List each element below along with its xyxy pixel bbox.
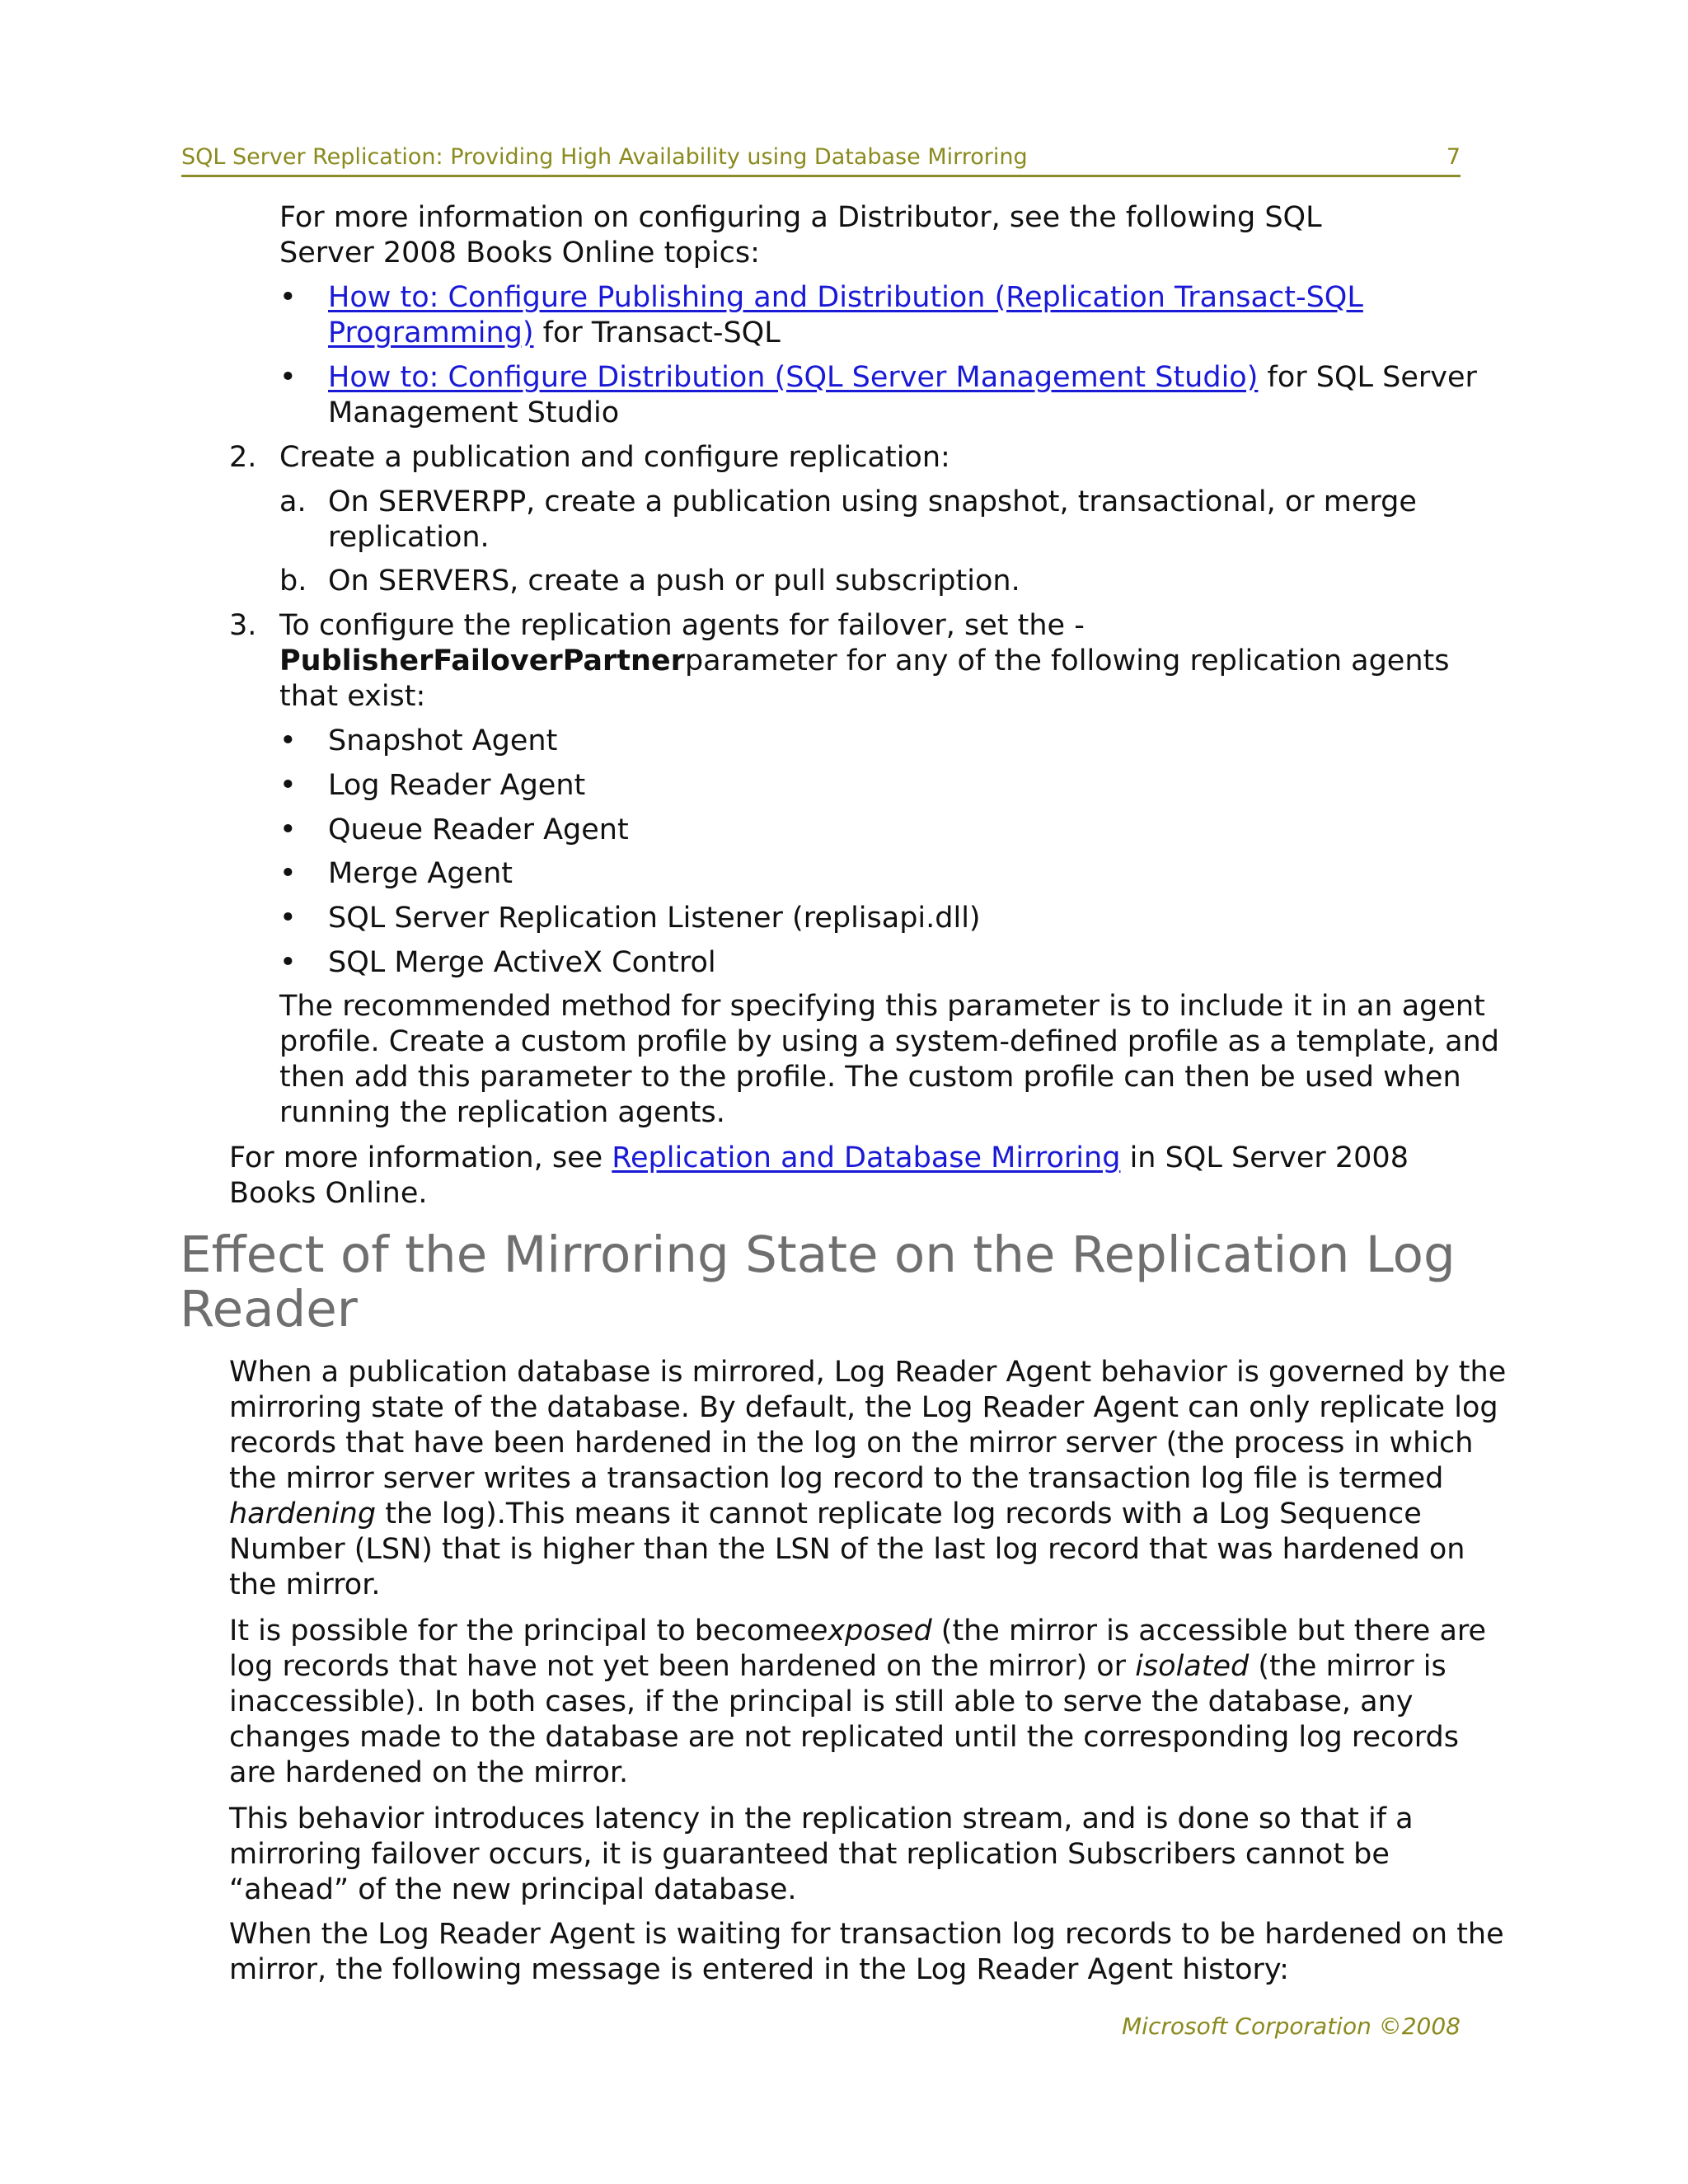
text-fragment: the log).This means it cannot replicate log records with a Log Sequence	[376, 1497, 1422, 1530]
list-item	[328, 280, 1363, 351]
text-line: profile. Create a custom profile by using a system-defined profile as a template, and	[279, 1025, 1499, 1058]
section-heading	[180, 1228, 1456, 1337]
agent-list-item: Snapshot Agent	[328, 724, 558, 757]
italic-term: isolated	[1135, 1650, 1250, 1683]
text-line: running the replication agents.	[279, 1096, 725, 1129]
recommendation-note	[279, 989, 1499, 1131]
page-header	[181, 140, 1461, 177]
agent-list-item: Log Reader Agent	[328, 769, 586, 802]
list-item	[328, 360, 1477, 431]
text-line: mirroring failover occurs, it is guaranteed that replication Subscribers cannot be	[229, 1838, 1390, 1871]
substep-text	[328, 564, 1020, 599]
text-fragment: (the mirror is accessible but there are	[931, 1615, 1487, 1647]
text-fragment: log records that have not yet been hardened on the mirror) or	[229, 1650, 1136, 1683]
list-item-suffix: for SQL Server	[1258, 361, 1477, 394]
paragraph	[229, 1917, 1504, 1988]
bullet-marker: •	[279, 724, 297, 757]
text-line: “ahead” of the new principal database.	[229, 1873, 797, 1906]
bullet-marker: •	[279, 902, 297, 935]
text-line: changes made to the database are not replicated until the corresponding log records	[229, 1721, 1459, 1754]
text-line: Books Online.	[229, 1177, 428, 1210]
text-fragment: For more information, see	[229, 1141, 612, 1174]
paragraph	[229, 1614, 1486, 1791]
text-line: mirroring state of the database. By default, the Log Reader Agent can only replicate log	[229, 1391, 1498, 1424]
text-line: When a publication database is mirrored, Log Reader Agent behavior is governed by the	[229, 1356, 1507, 1389]
text-line: This behavior introduces latency in the replication stream, and is done so that if a	[229, 1802, 1414, 1835]
text-line: records that have been hardened in the log on the mirror server (the process in which	[229, 1427, 1474, 1460]
agent-list-item: Queue Reader Agent	[328, 813, 629, 846]
text-line: Number (LSN) that is higher than the LSN of the last log record that was hardened on	[229, 1533, 1465, 1566]
agent-list-item: Merge Agent	[328, 857, 513, 890]
step-text	[279, 440, 950, 476]
text-fragment: It is possible for the principal to become	[229, 1615, 810, 1647]
page-number: 7	[1446, 144, 1461, 170]
text-line: inaccessible). In both cases, if the principal is still able to serve the database, any	[229, 1685, 1414, 1718]
text-line: For more information on configuring a Distributor, see the following SQL	[279, 201, 1322, 234]
text-line: The recommended method for specifying this parameter is to include it in an agent	[279, 990, 1485, 1023]
italic-term: exposed	[809, 1615, 932, 1647]
text-line: On SERVERPP, create a publication using snapshot, transactional, or merge	[328, 485, 1417, 518]
agent-list-item: SQL Merge ActiveX Control	[328, 946, 716, 979]
text-line: mirror, the following message is entered in the Log Reader Agent history:	[229, 1953, 1289, 1986]
substep-letter: a.	[279, 485, 307, 518]
text-fragment: in SQL Server 2008	[1120, 1141, 1409, 1174]
more-info-paragraph	[229, 1141, 1409, 1212]
list-item-suffix: for Transact-SQL	[533, 316, 781, 349]
parameter-name: PublisherFailoverPartner	[279, 644, 685, 677]
text-line: the mirror server writes a transaction log record to the transaction log file is termed	[229, 1462, 1444, 1495]
heading-line: Effect of the Mirroring State on the Replication Log	[180, 1226, 1456, 1284]
text-fragment: (the mirror is	[1249, 1650, 1447, 1683]
bullet-marker: •	[279, 946, 297, 979]
substep-letter: b.	[279, 565, 307, 598]
paragraph	[229, 1802, 1414, 1908]
text-line: the mirror.	[229, 1568, 381, 1601]
link-configure-publishing-distribution-cont[interactable]: Programming)	[328, 316, 534, 349]
step-number: 2.	[229, 441, 257, 474]
text-line: are hardened on the mirror.	[229, 1756, 629, 1789]
agent-list-item: SQL Server Replication Listener (replisapi.dll)	[328, 902, 981, 935]
bullet-marker: •	[279, 361, 297, 394]
bullet-marker: •	[279, 813, 297, 846]
text-line: Create a publication and configure replication:	[279, 441, 950, 474]
page-footer: Microsoft Corporation ©2008	[1122, 2013, 1461, 2040]
step-number: 3.	[229, 609, 257, 642]
paragraph	[229, 1355, 1506, 1603]
italic-term: hardening	[229, 1497, 377, 1530]
text-fragment: parameter for any of the following replication agents	[684, 644, 1450, 677]
substep-text	[328, 485, 1417, 555]
link-configure-publishing-distribution[interactable]: How to: Configure Publishing and Distribution (Replication Transact-SQL	[328, 281, 1363, 314]
distributor-intro	[279, 200, 1322, 271]
text-line: When the Log Reader Agent is waiting for transaction log records to be hardened on the	[229, 1918, 1504, 1951]
text-line: Management Studio	[328, 396, 620, 429]
text-line: then add this parameter to the profile. The custom profile can then be used when	[279, 1061, 1461, 1094]
bullet-marker: •	[279, 769, 297, 802]
text-line: Server 2008 Books Online topics:	[279, 237, 760, 269]
header-title: SQL Server Replication: Providing High Availability using Database Mirroring	[181, 144, 1028, 170]
text-line: replication.	[328, 521, 490, 554]
link-configure-distribution-ssms[interactable]: How to: Configure Distribution (SQL Server Management Studio)	[328, 361, 1259, 394]
link-replication-database-mirroring[interactable]: Replication and Database Mirroring	[612, 1141, 1121, 1174]
heading-line: Reader	[180, 1280, 358, 1338]
step-text	[279, 608, 1449, 715]
text-line: To configure the replication agents for failover, set the -	[279, 609, 1085, 642]
text-line: On SERVERS, create a push or pull subscription.	[328, 565, 1020, 598]
bullet-marker: •	[279, 281, 297, 314]
bullet-marker: •	[279, 857, 297, 890]
text-line: that exist:	[279, 680, 426, 713]
